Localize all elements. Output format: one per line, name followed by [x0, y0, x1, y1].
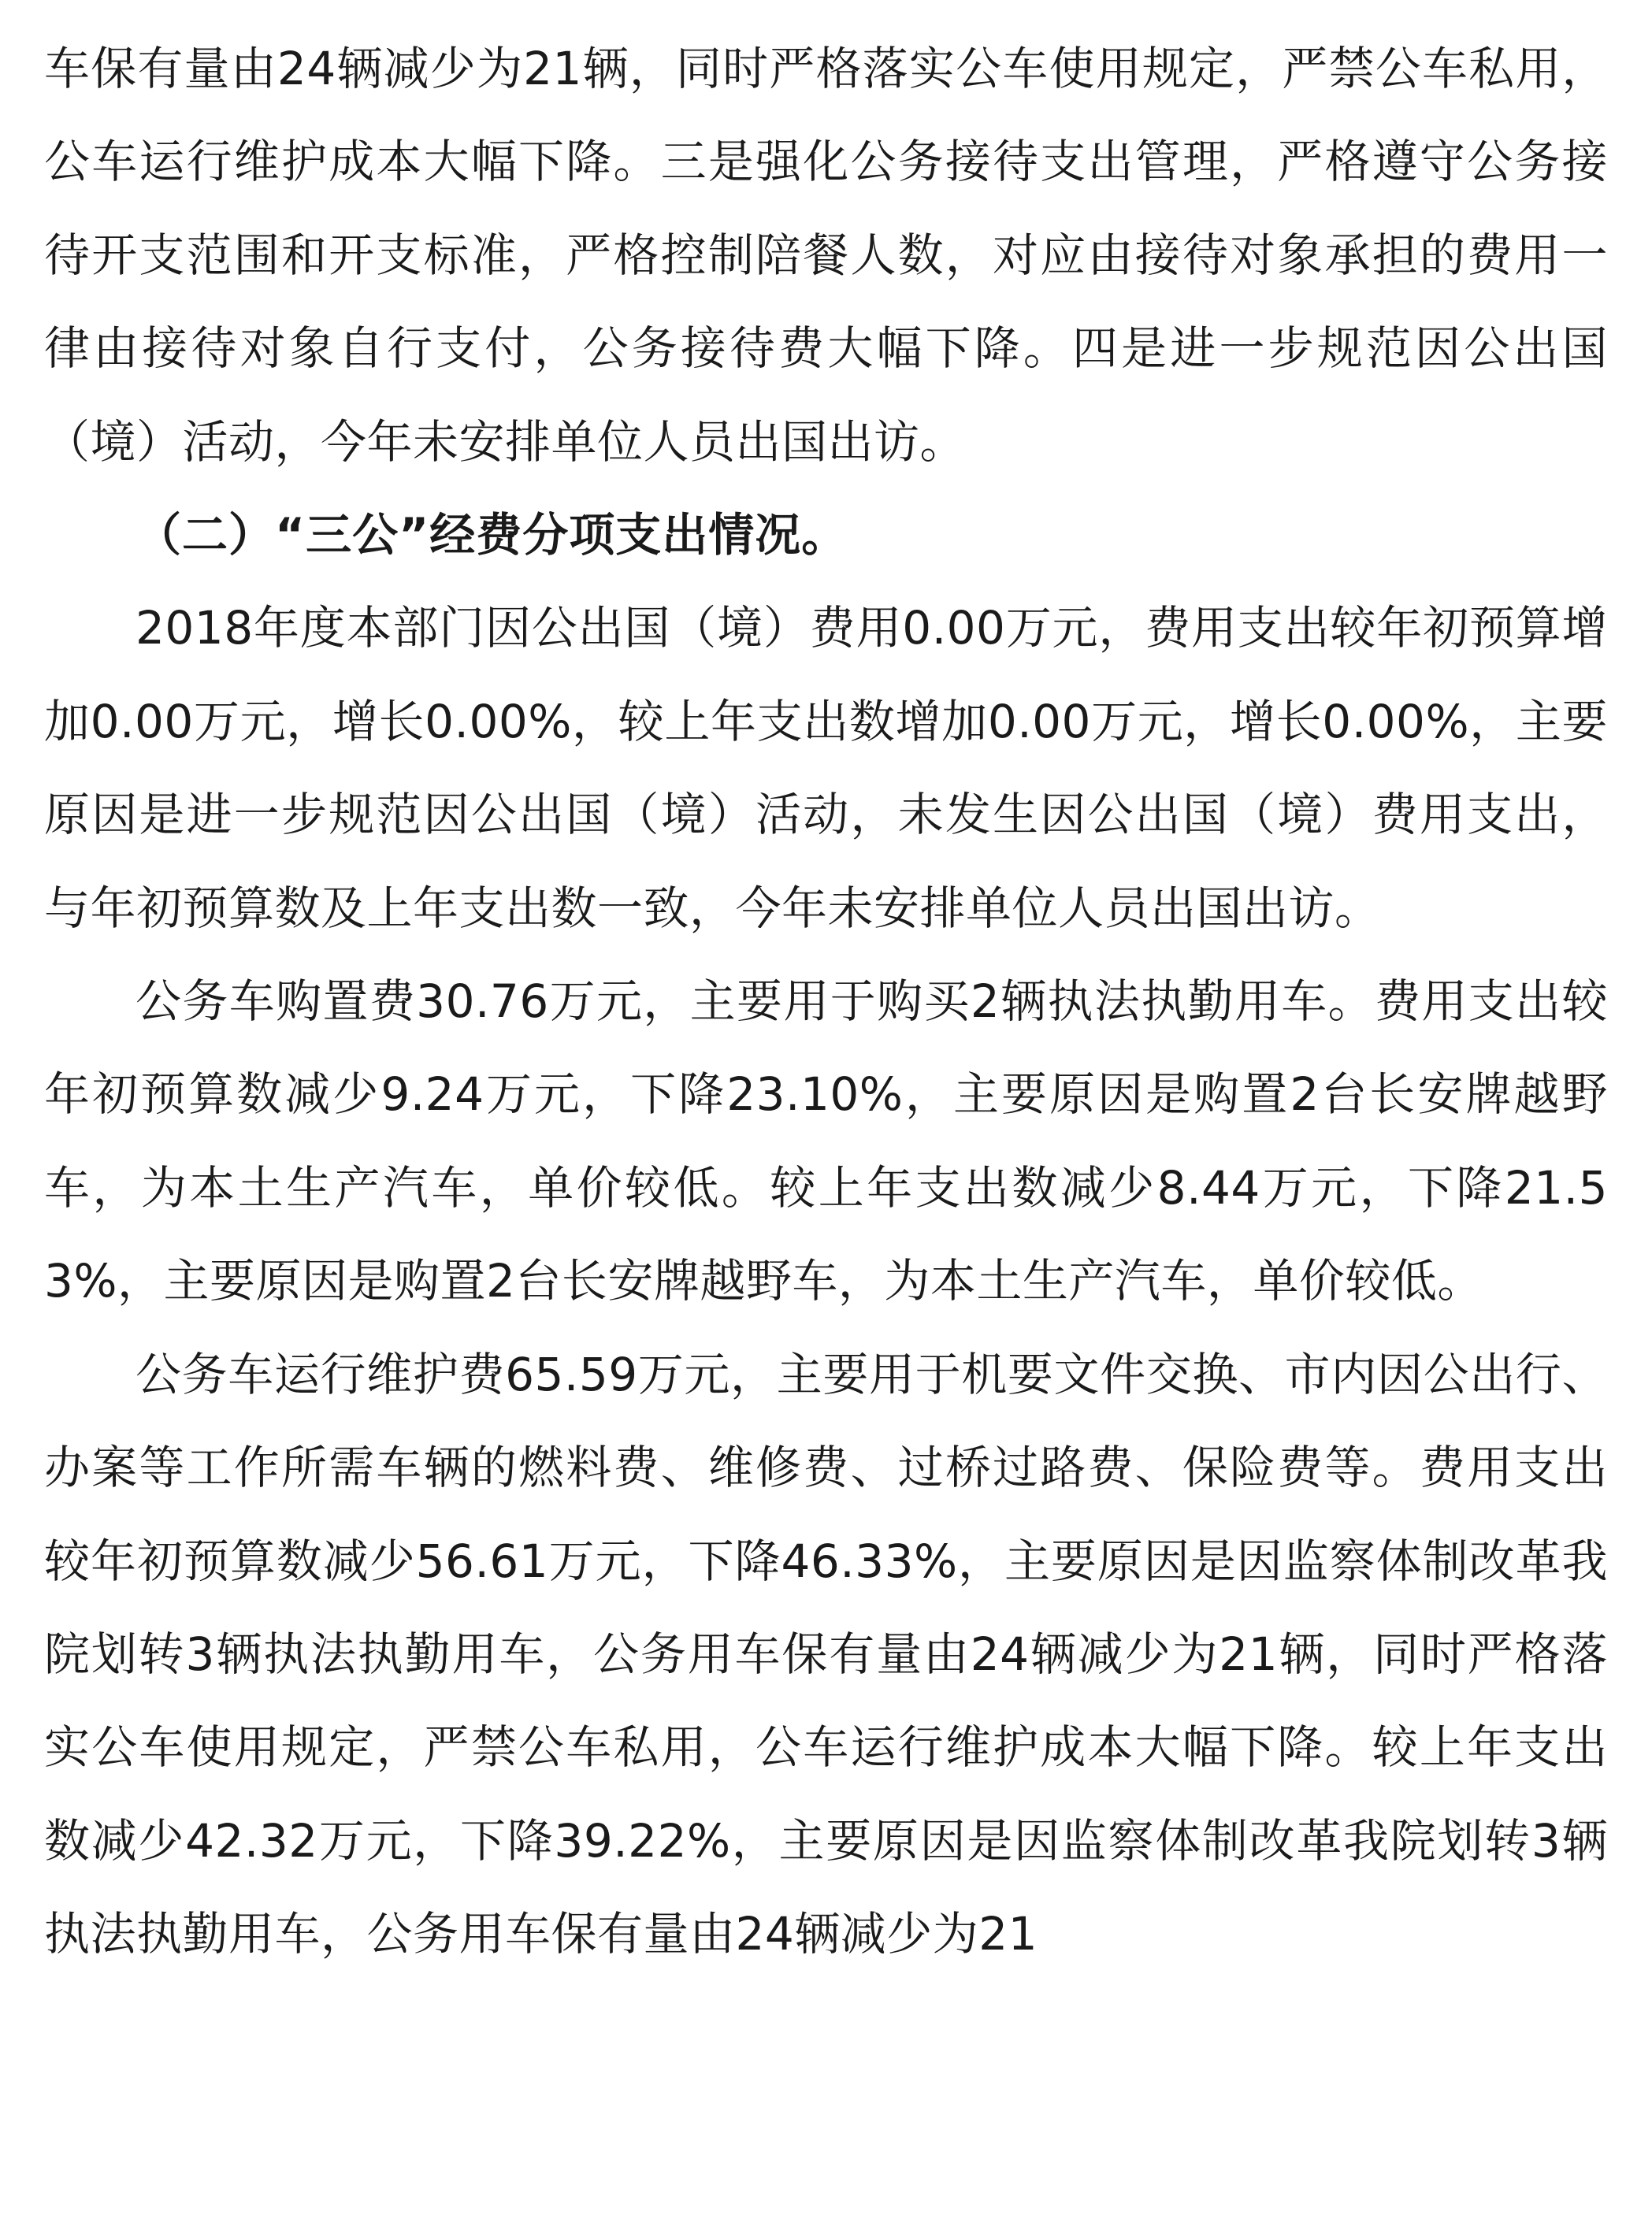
paragraph-vehicle-maintenance: 公务车运行维护费65.59万元，主要用于机要文件交换、市内因公出行、办案等工作所需车辆的燃料费、维修费、过桥过路费、保险费等。费用支出较年初预算数减少56.61万元，下降46.33%，主要原因是因监察体制改革我院划转3辆执法执勤用车，公务用车保有量由24辆减少为21辆，同时严格落实公车使用规定，严禁公车私用，公车运行维护成本大幅下降。较上年支出数减少42.32万元，下降39.22%，主要原因是因监察体制改革我院划转3辆执法执勤用车，公务用车保有量由24辆减少为21 [44, 1347, 1608, 1961]
paragraph-vehicle-purchase: 公务车购置费30.76万元，主要用于购买2辆执法执勤用车。费用支出较年初预算数减少9.24万元，下降23.10%，主要原因是购置2台长安牌越野车，为本土生产汽车，单价较低。较上年支出数减少8.44万元，下降21.53%，主要原因是购置2台长安牌越野车，为本土生产汽车，单价较低。 [44, 974, 1608, 1308]
paragraph-travel-abroad: 2018年度本部门因公出国（境）费用0.00万元，费用支出较年初预算增加0.00万元，增长0.00%，较上年支出数增加0.00万元，增长0.00%，主要原因是进一步规范因公出国（境）活动，未发生因公出国（境）费用支出，与年初预算数及上年支出数一致，今年未安排单位人员出国出访。 [44, 601, 1608, 935]
paragraph-continuation: 车保有量由24辆减少为21辆，同时严格落实公车使用规定，严禁公车私用，公车运行维护成本大幅下降。三是强化公务接待支出管理，严格遵守公务接待开支范围和开支标准，严格控制陪餐人数，对应由接待对象承担的费用一律由接待对象自行支付，公务接待费大幅下降。四是进一步规范因公出国（境）活动，今年未安排单位人员出国出访。 [44, 42, 1608, 469]
section-heading: （二）“三公”经费分项支出情况。 [136, 508, 848, 562]
